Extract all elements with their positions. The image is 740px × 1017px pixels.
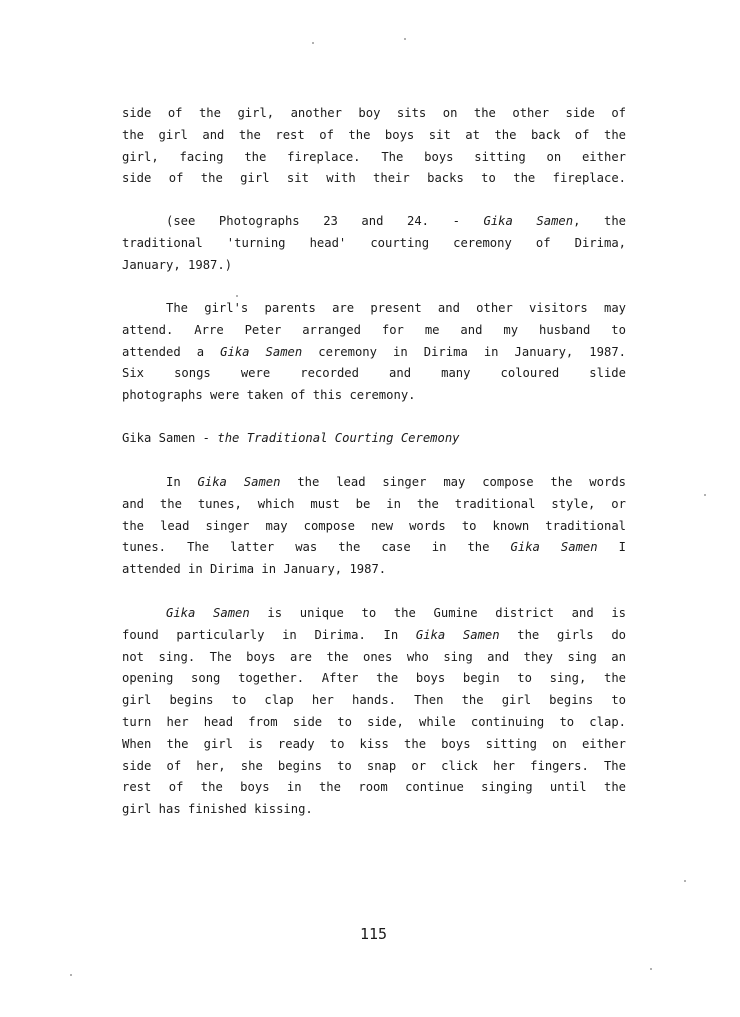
text-line: January, 1987.) — [122, 257, 233, 272]
text-run: the girls do — [499, 627, 626, 642]
scan-speck — [650, 968, 652, 970]
text-line — [122, 472, 626, 494]
page-number: 115 — [360, 925, 388, 943]
scan-speck — [704, 494, 706, 496]
text-line: When the girl is ready to kiss the boys sitting on either — [122, 736, 626, 751]
text-run: the lead singer may compose the words — [280, 475, 626, 489]
text-line — [122, 342, 626, 364]
text-line: Six songs were recorded and many coloured slide — [122, 366, 626, 381]
text-line — [122, 211, 626, 233]
scan-speck — [684, 880, 686, 882]
text-line: side of the girl, another boy sits on the other side of — [122, 106, 626, 120]
text-run: , the — [573, 214, 626, 228]
text-line — [122, 428, 626, 450]
text-line: attend. Arre Peter arranged for me and my husband to — [122, 322, 626, 337]
text-line: not sing. The boys are the ones who sing and they sing an — [122, 649, 626, 664]
text-line: girl, facing the fireplace. The boys sitting on either — [122, 149, 626, 164]
text-run: I — [597, 540, 626, 555]
italic-term: Gika Samen — [166, 606, 250, 620]
scan-speck — [404, 38, 406, 40]
text-line: side of her, she begins to snap or click her fingers. The — [122, 758, 626, 773]
italic-term: - the Traditional Courting Ceremony — [195, 431, 460, 445]
text-line: opening song together. After the boys begin to sing, the — [122, 671, 626, 686]
text-line: The girl's parents are present and other visitors may — [166, 301, 626, 315]
text-run: ceremony in Dirima in January, 1987. — [302, 344, 626, 359]
scan-speck — [236, 295, 238, 297]
italic-term: Gika Samen — [197, 475, 281, 489]
text-line — [122, 603, 626, 625]
text-run: attended a — [122, 344, 221, 359]
text-run: is unique to the Gumine district and is — [249, 606, 626, 620]
text-line: photographs were taken of this ceremony. — [122, 388, 416, 403]
text-run: (see Photographs 23 and 24. - — [166, 214, 484, 228]
text-line: turn her head from side to side, while continuing to clap. — [122, 714, 626, 729]
section-heading — [122, 428, 626, 450]
text-line: traditional 'turning head' courting ceremony of Dirima, — [122, 235, 626, 250]
text-line: and the tunes, which must be in the traditional style, or — [122, 496, 626, 511]
scan-speck — [312, 42, 314, 44]
text-line: the girl and the rest of the boys sit at the back of the — [122, 127, 626, 142]
paragraph-1 — [122, 103, 626, 190]
text-run: Gika Samen — [122, 431, 196, 445]
italic-term: Gika Samen — [415, 627, 500, 642]
text-line: girl has finished kissing. — [122, 802, 313, 817]
text-run: tunes. The latter was the case in the — [122, 540, 511, 555]
text-line — [122, 537, 626, 559]
paragraph-2 — [122, 211, 626, 276]
text-line: side of the girl sit with their backs to the fireplace. — [122, 171, 626, 186]
italic-term: Gika Samen — [483, 214, 574, 228]
text-line: rest of the boys in the room continue singing until the — [122, 780, 626, 795]
text-line — [122, 625, 626, 647]
paragraph-5 — [122, 603, 626, 821]
paragraph-4 — [122, 472, 626, 581]
paragraph-3 — [122, 298, 626, 407]
text-run: found particularly in Dirima. In — [122, 627, 416, 642]
text-run: In — [166, 475, 198, 489]
scan-speck — [70, 974, 72, 976]
text-line: the lead singer may compose new words to known traditional — [122, 518, 626, 533]
italic-term: Gika Samen — [220, 344, 303, 359]
italic-term: Gika Samen — [510, 540, 598, 555]
text-line: attended in Dirima in January, 1987. — [122, 562, 387, 577]
text-line: girl begins to clap her hands. Then the girl begins to — [122, 693, 626, 708]
